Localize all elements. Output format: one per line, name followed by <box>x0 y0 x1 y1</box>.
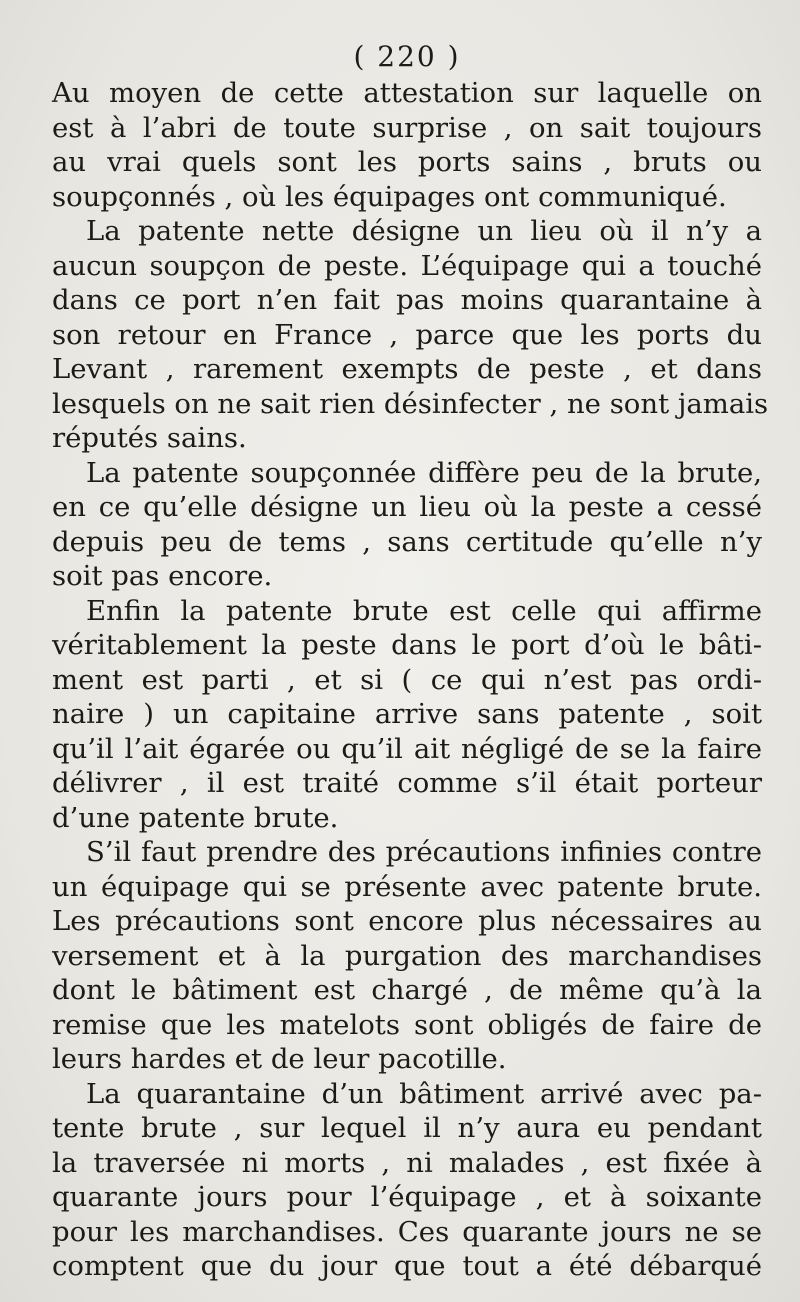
paragraph <box>52 214 769 456</box>
text-line: Levant , rarement exempts de peste , et dans <box>52 353 762 385</box>
text-line: lesquels on ne sait rien désinfecter , ne sont jamais <box>52 387 769 420</box>
paragraph <box>52 835 762 1077</box>
text-line: Enfin la patente brute est celle qui affirme <box>86 594 762 627</box>
text-line: Au moyen de cette attestation sur laquelle on <box>52 77 762 109</box>
text-line: au vrai quels sont les ports sains , bruts ou <box>52 146 762 178</box>
text-line: en ce qu’elle désigne un lieu où la peste a cessé <box>52 491 762 523</box>
text-line: soit pas encore. <box>52 560 273 592</box>
text-line: La quarantaine d’un bâtiment arrivé avec pa- <box>86 1077 762 1110</box>
text-line: La patente nette désigne un lieu où il n’y a <box>86 215 762 247</box>
text-line: comptent que du jour que tout a été débarqué <box>52 1250 762 1282</box>
text-line: son retour en France , parce que les ports du <box>52 318 762 351</box>
text-line: quarante jours pour l’équipage , et à soixante <box>52 1181 762 1213</box>
text-line: versement et à la purgation des marchandises <box>52 939 762 972</box>
text-line: est à l’abri de toute surprise , on sait toujours <box>52 111 762 144</box>
text-line: dans ce port n’en fait pas moins quarantaine à <box>52 284 762 316</box>
text-line: pour les marchandises. Ces quarante jours ne se <box>52 1215 762 1248</box>
text-line: tente brute , sur lequel il n’y aura eu pendant <box>52 1112 762 1144</box>
text-line: d’une patente brute. <box>52 801 339 834</box>
text-line: La patente soupçonnée diffère peu de la brute, <box>86 456 762 489</box>
text-line: la traversée ni morts , ni malades , est fixée à <box>52 1146 762 1179</box>
body-text <box>52 76 769 1284</box>
text-line: dont le bâtiment est chargé , de même qu’à la <box>52 974 762 1006</box>
text-line: depuis peu de tems , sans certitude qu’elle n’y <box>52 525 762 558</box>
text-line: réputés sains. <box>52 422 247 454</box>
paragraph <box>52 76 762 214</box>
text-line: Les précautions sont encore plus nécessaires au <box>52 905 762 937</box>
text-line: qu’il l’ait égarée ou qu’il ait négligé de se la faire <box>52 732 762 765</box>
paragraph <box>52 456 762 594</box>
text-line: naire ) un capitaine arrive sans patente , soit <box>52 698 762 730</box>
text-line: un équipage qui se présente avec patente brute. <box>52 870 762 903</box>
text-line: remise que les matelots sont obligés de faire de <box>52 1008 762 1041</box>
text-line: ment est parti , et si ( ce qui n’est pas ordi- <box>52 663 762 696</box>
text-line: S’il faut prendre des précautions infinies contre <box>86 836 762 868</box>
page-number: ( 220 ) <box>353 40 461 73</box>
text-line: véritablement la peste dans le port d’où le bâti- <box>52 629 762 661</box>
paragraph <box>52 1077 762 1284</box>
text-line: délivrer , il est traité comme s’il était porteur <box>52 767 762 799</box>
text-line: soupçonnés , où les équipages ont communiqué. <box>52 180 727 213</box>
paragraph <box>52 594 762 836</box>
text-line: leurs hardes et de leur pacotille. <box>52 1043 507 1075</box>
text-line: aucun soupçon de peste. L’équipage qui a touché <box>52 249 762 282</box>
